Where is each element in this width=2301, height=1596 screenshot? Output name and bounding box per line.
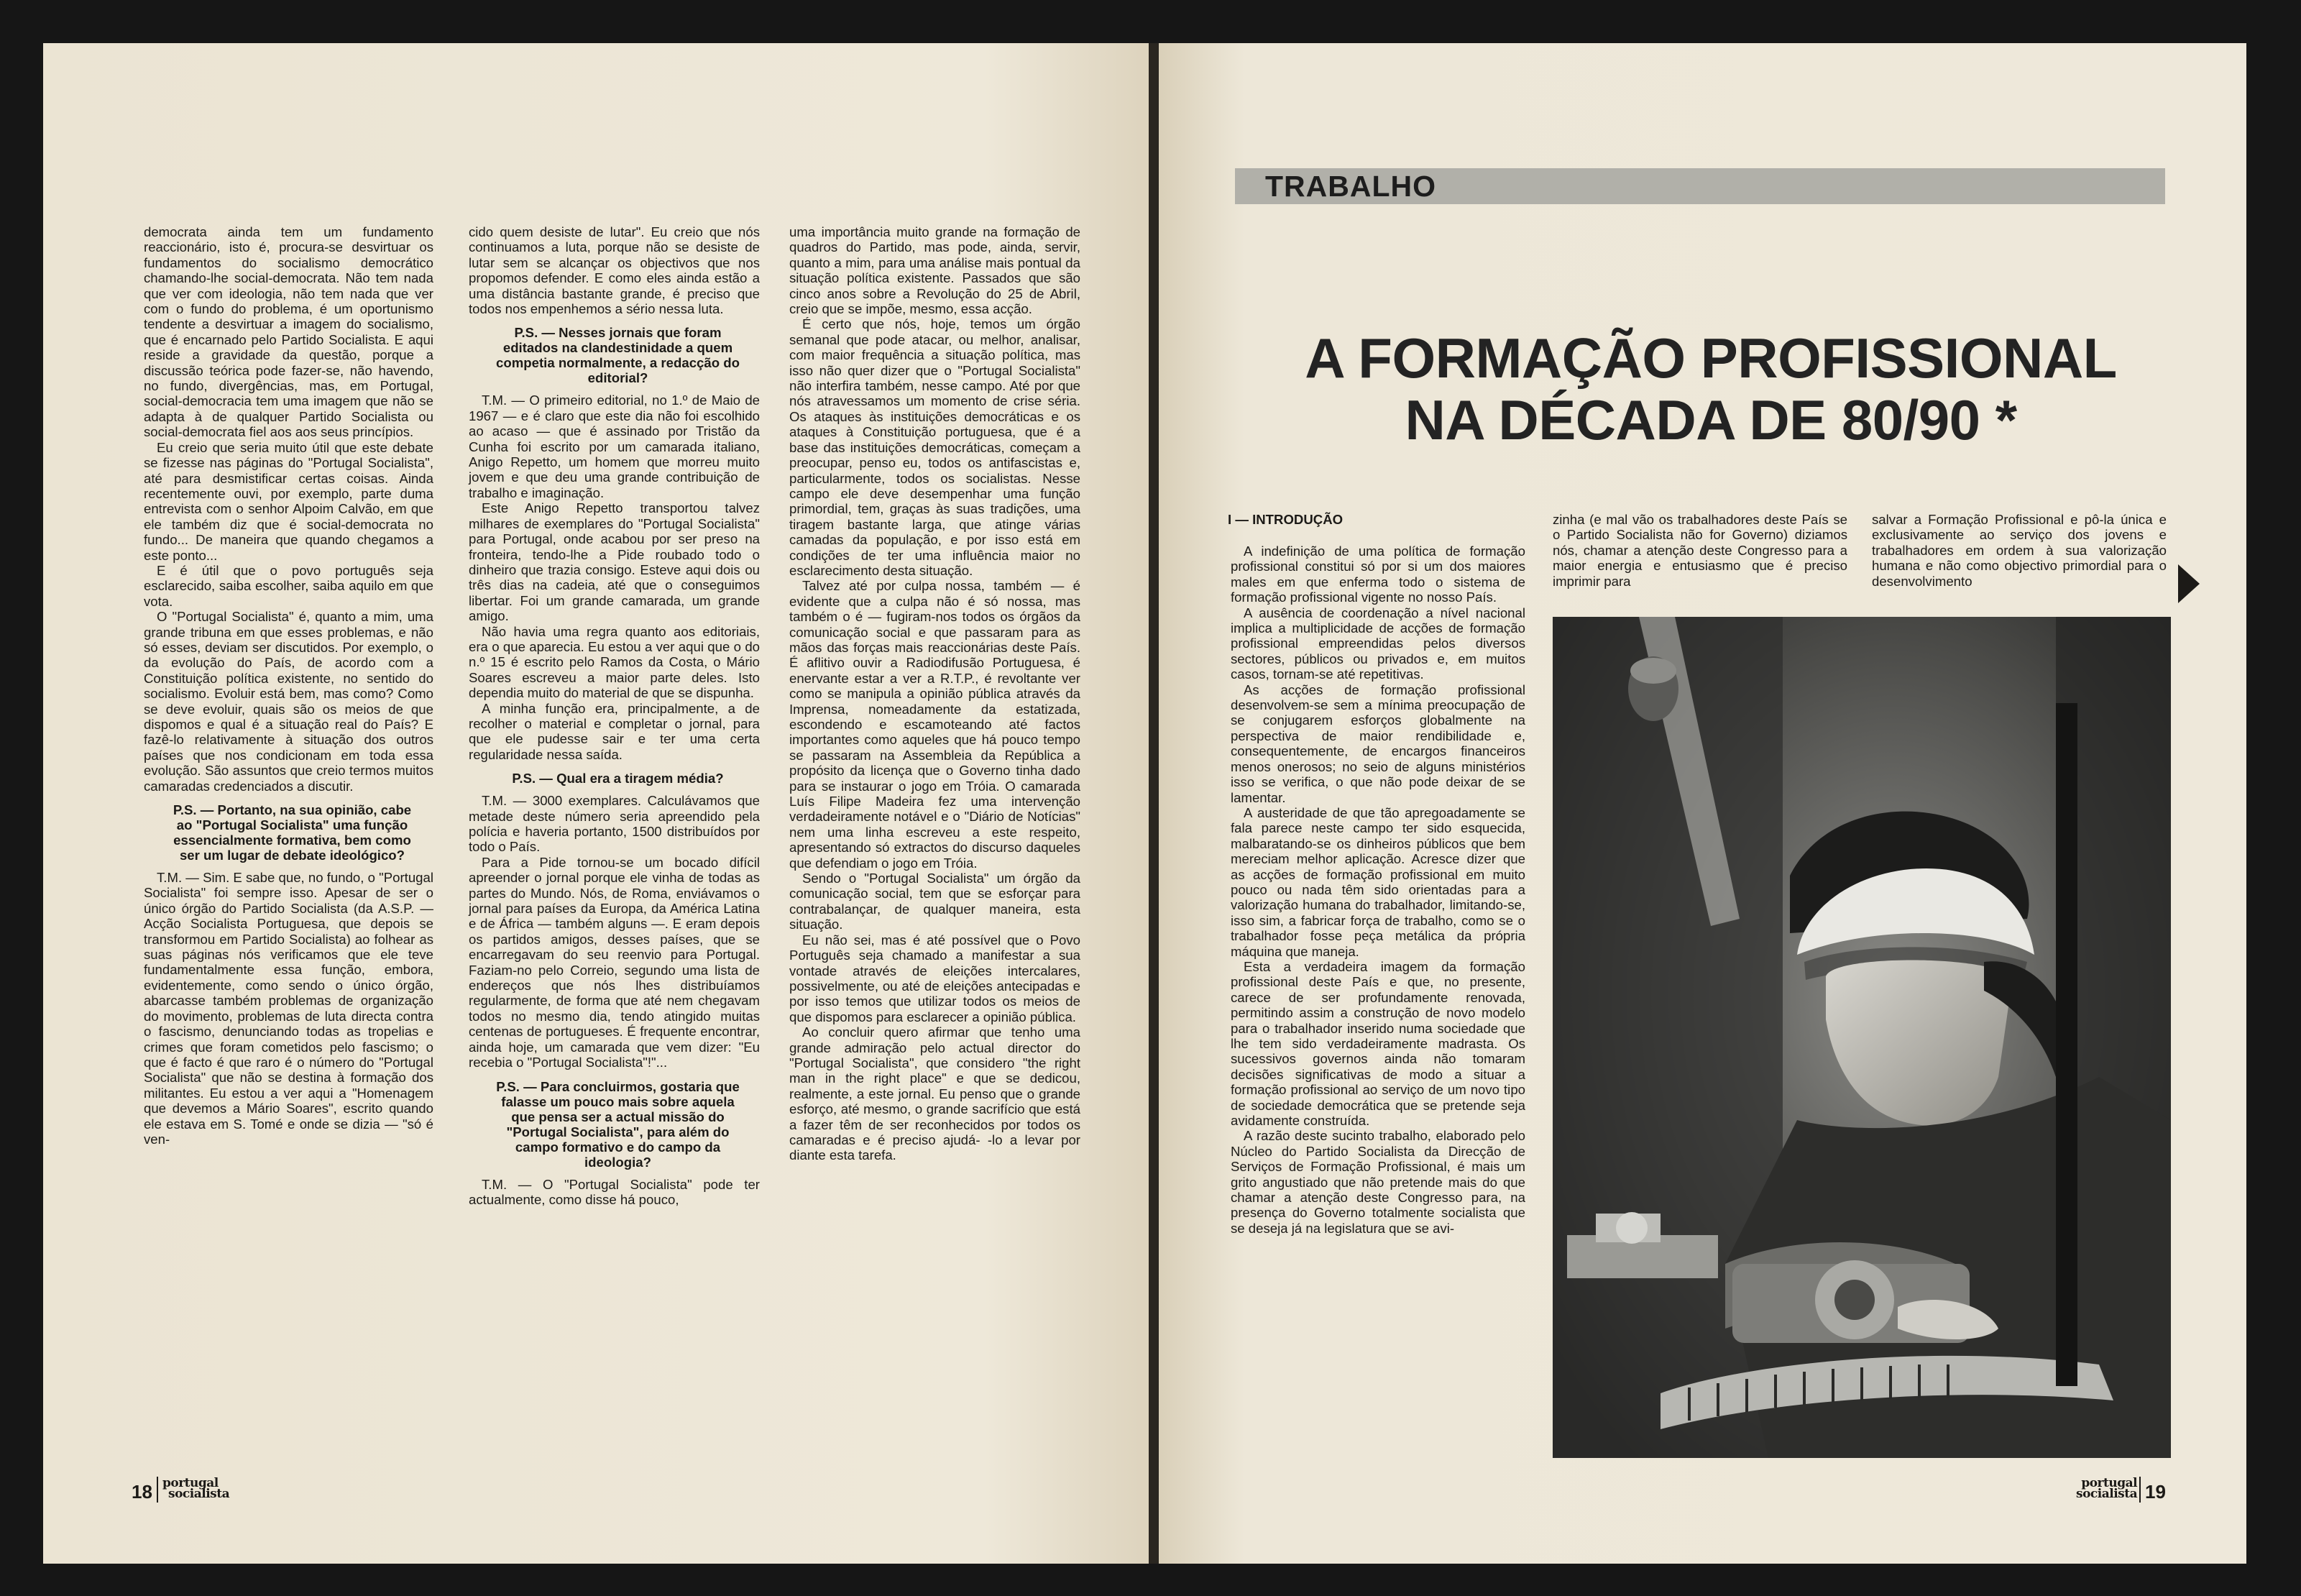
paragraph: T.M. — O "Portugal Socialista" pode ter actualmente, como disse há pouco, [469, 1176, 760, 1207]
paragraph: A razão deste sucinto trabalho, elaborado pelo Núcleo do Partido Socialista da Direcção de Serviços de Formação Profissional, é mais um grito angustiado que não pretende mais do que chamar a atenção deste Congresso para, na presença do Governo totalmente socialista que se deseja já na legislatura que se avi- [1231, 1128, 1525, 1236]
page-number: 19 [2145, 1481, 2166, 1503]
headline [1294, 327, 2128, 451]
paragraph: A austeridade de que tão apregoadamente se fala parece neste campo ter sido esquecida, malbaratando-se os dinheiros públicos que bem mereciam melhor aplicação. Acresce dizer que as acções de formação profissional em muito pouco ou nada têm sido orientadas para a valorização humana do trabalhador, limitando-se, isso sim, a fabricar força de trabalho, como se o trabalhador fosse peça metálica da própria máquina que maneja. [1231, 804, 1525, 959]
headline-line: A FORMAÇÃO PROFISSIONAL [1305, 326, 2117, 390]
spine [1149, 43, 1159, 1564]
section-title: TRABALHO [1265, 170, 1437, 203]
masthead-line: socialista [2076, 1487, 2138, 1501]
paragraph: A minha função era, principalmente, a de recolher o material e completar o jornal, para que ele pudesse sair e ter uma certa regularidade nessa saída. [469, 700, 760, 762]
folio-rule [2139, 1477, 2141, 1503]
paragraph: A indefinição de uma política de formação profissional constitui só por si um dos maiores males em que enferma todo o sistema de formação profissional vigente no nosso País. [1231, 544, 1525, 605]
paragraph: T.M. — Sim. E sabe que, no fundo, o "Portugal Socialista" foi sempre isso. Apesar de ser o único órgão do Partido Socialista (da A.S.P. — Acção Socialista Portuguesa, que depois se transformou em Partido Socialista) ao folhear as suas páginas nós verificamos que ele teve fundamentalmente essa função, embora, evidentemente, como sendo o único órgão, abarcasse também problemas de organização do movimento, problemas de luta directa contra o fascismo, denunciando todas as tropelias e crimes que foram cometidos pelo fascismo; o que é facto é que raro é o número do "Portugal Socialista" que não se destina à formação dos militantes. Eu estou a ver aqui a "Homenagem que devemos a Mário Soares", escrito quando ele estava em S. Tomé e onde se dizia — "só é ven- [144, 870, 433, 1147]
paragraph: E é útil que o povo português seja esclarecido, saiba escolher, saiba aquilo em que vota. [144, 562, 433, 609]
right-column-3 [1872, 512, 2167, 589]
paragraph: Eu creio que seria muito útil que este debate se fizesse nas páginas do "Portugal Socialista", até para desmistificar certas coisas. Ainda recentemente ouvi, por exemplo, parte duma entrevista com o senhor Alpoim Calvão, em que ele também diz que é social-democrata no fundo... De maneira que quando chegamos a este ponto... [144, 439, 433, 563]
paragraph: salvar a Formação Profissional e pô-la única e exclusivamente ao serviço dos jovens e trabalhadores em ordem à sua valorização humana e não como objectivo primordial para o desenvolvimento [1872, 512, 2167, 589]
folio-rule [157, 1477, 158, 1503]
paragraph: Para a Pide tornou-se um bocado difícil apreender o jornal porque ele vinha de todas as partes do Mundo. Nós, de Roma, enviávamos o jornal para países da Europa, da América Latina e de África — também alguns —. E eram depois os partidos amigos, desses países, que se encarregavam do seu reenvio para Portugal. Faziam-no pelo Correio, segundo uma lista de endereços que nós lhes distribuíamos regularmente, de forma que até nem chegavam todos no mesmo dia, tendo atingido muitas centenas de portugueses. É frequente encontrar, ainda hoje, um camarada que vem dizer: "Eu recebia o "Portugal Socialista"!"... [469, 854, 760, 1070]
paragraph: É certo que nós, hoje, temos um órgão semanal que pode atacar, ou melhor, analisar, com maior frequência a situação política, mas isso não quer dizer que o "Portugal Socialista" não interfira também, nesse campo. Até por que nós atravessamos um momento de crise séria. Os ataques às instituições democráticas e os ataques à Constituição portuguesa, que é a base das instituições democráticas, começam a preocupar, penso eu, todos os antifascistas e, particularmente, todos os socialistas. Nesse campo ele deve desempenhar uma função primordial, tem, graças às suas tradições, uma tiragem bastante larga, que atinge várias camadas da população, e por isso está em condições de ter uma influência maior no esclarecimento desta situação. [789, 316, 1080, 578]
masthead-line: portugal [2081, 1476, 2138, 1490]
photo-illustration [1553, 617, 2171, 1458]
interview-question: P.S. — Nesses jornais que foram editados na clandestinidade a quem competia normalmente, a redacção do editorial? [496, 325, 740, 386]
continue-arrow-icon [2178, 564, 2200, 603]
paragraph: Este Anigo Repetto transportou talvez milhares de exemplares do "Portugal Socialista" para Portugal, onde acabou por ser preso na fronteira, tendo-lhe a Pide roubado todo o dinheiro que trazia consigo. Esteve aqui dois ou três dias na cadeia, até que o conseguimos libertar. Foi um grande camarada, um grande amigo. [469, 500, 760, 624]
headline-line: NA DÉCADA DE 80/90 * [1405, 388, 2017, 451]
paragraph: cido quem desiste de lutar". Eu creio que nós continuamos a luta, porque não se desiste de lutar sem se alcançar os objectivos que nos propomos defender. E como eles ainda estão a uma distância bastante grande, é preciso que todos nos empenhemos a sério nessa luta. [469, 224, 760, 317]
left-column-3 [789, 224, 1080, 1163]
paragraph: As acções de formação profissional desenvolvem-se sem a mínima preocupação de se conjugarem esforços globalmente na perspectiva de maior rendibilidade e, consequentemente, de encargos financeiros menos onerosos; no seio de alguns ministérios isso se verifica, o que não pode deixar de se lamentar. [1231, 682, 1525, 805]
paragraph: Ao concluir quero afirmar que tenho uma grande admiração pelo actual director do "Portugal Socialista", que considero "the right man in the right place" e que se dedicou, realmente, a este jornal. Eu penso que o grande esforço, até mesmo, o grande sacrifício que está a fazer têm de ser reconhecidos por todos os camaradas e é preciso ajudá- -lo a levar por diante esta tarefa. [789, 1024, 1080, 1163]
paragraph: Sendo o "Portugal Socialista" um órgão da comunicação social, tem que se esforçar para contrabalançar, de qualquer maneira, esta situação. [789, 871, 1080, 932]
left-column-1 [144, 224, 433, 1147]
paragraph: Eu não sei, mas é até possível que o Povo Português seja chamado a manifestar a sua vontade através de eleições intercalares, possivelmente, ou até de eleições antecipadas e por isso temos que utilizar todos os meios de que dispomos para esclarecer a opinião pública. [789, 932, 1080, 1024]
subhead: I — INTRODUÇÃO [1228, 512, 1344, 527]
paragraph: T.M. — 3000 exemplares. Calculávamos que metade deste número seria apreendido pela polícia e haveria portanto, 1500 distribuídos por todo o País. [469, 793, 760, 855]
paragraph: democrata ainda tem um fundamento reaccionário, isto é, procura-se desvirtuar os fundamentos do socialismo democrático chamando-lhe social-democrata. Não tem nada que ver com ideologia, não tem nada que ver com o fundo do problema, é um oportunismo tendente a desvirtuar a imagem do socialismo, que é encarnado pelo Partido Socialista. E aqui reside a gravidade da questão, porque a discussão teórica pode fazer-se, não havendo, no fundo, divergências, mas, em Portugal, social-democracia tem uma imagem que não se adapta à de qualquer Partido Socialista ou social-democrata fiel aos aos seus princípios. [144, 224, 433, 440]
photo-worker-at-lathe [1553, 617, 2171, 1458]
paragraph: Não havia uma regra quanto aos editoriais, era o que aparecia. Eu estou a ver aqui que o do n.º 15 é escrito pelo Ramos da Costa, o Mário Soares escreveu a maior parte deles. Isto dependia muito do material de que se dispunha. [469, 623, 760, 701]
paragraph: Esta a verdadeira imagem da formação profissional deste País e que, no presente, carece de ser profundamente renovada, permitindo assim a construção de novo modelo para o trabalhador inserido numa sociedade que lhe tem sido verdadeiramente madrasta. Os sucessivos governos ainda não tomaram decisões significativas de modo a situar a formação profissional ao serviço de um novo tipo de sociedade democrática que se pretende seja avidamente construída. [1231, 958, 1525, 1129]
masthead-line: portugal [162, 1476, 219, 1490]
interview-question: P.S. — Qual era a tiragem média? [512, 771, 724, 786]
left-column-2 [469, 224, 760, 1207]
right-column-2 [1553, 512, 1847, 589]
masthead-logo [2076, 1478, 2137, 1500]
paragraph: uma importância muito grande na formação de quadros do Partido, mas pode, ainda, servir, quanto a mim, para uma análise mais pontual da situação política existente. Passados que são cinco anos sobre a Revolução do 25 de Abril, creio que se impõe, mesmo, essa acção. [789, 224, 1080, 317]
paragraph: O "Portugal Socialista" é, quanto a mim, uma grande tribuna em que esses problemas, e não só esses, deviam ser discutidos. Por exemplo, o da evolução do País, de acordo com a Constituição política existente, no sentido do socialismo. Evoluir está bem, mas como? Como se deve evoluir, quais são os meios de que dispomos e qual é a situação real do País? E fazê-lo relativamente à situação dos outros países que nos condicionam em toda essa evolução. São assuntos que creio termos muitos camaradas credenciados a discutir. [144, 609, 433, 794]
masthead-logo [162, 1478, 229, 1500]
paragraph: Talvez até por culpa nossa, também — é evidente que a culpa não é só nossa, mas também o é — fugiram-nos todos os órgãos da comunicação social e que passaram para as mãos das forças mais reaccionárias deste País. É aflitivo ouvir a Radiodifusão Portuguesa, é enervante estar a ver a R.T.P., é revoltante ver como se manipula a opinião pública através da Imprensa, nomeadamente da estatizada, escondendo e escamoteando até factos importantes como aqueles que há pouco tempo se passaram na Assembleia da República a propósito da licença que o Governo tinha dado para se instaurar o jogo em Tróia. O camarada Luís Filipe Madeira fez uma intervenção verdadeiramente notável e o "Diário de Notícias" nem uma linha escreveu a este respeito, apresentando só extractos do discurso daqueles que defendiam o jogo em Tróia. [789, 578, 1080, 871]
paragraph: T.M. — O primeiro editorial, no 1.º de Maio de 1967 — e é claro que este dia não foi escolhido ao acaso — que é assinado por Tristão da Cunha foi escrito por um camarada italiano, Anigo Repetto, um homem que morreu muito jovem e que deu uma grande contribuição de trabalho e imaginação. [469, 393, 760, 500]
paragraph: A ausência de coordenação a nível nacional implica a multiplicidade de acções de formação profissional empreendidas pelos diversos sectores, públicos ou privados e, em muitos casos, tornam-se até repetitivas. [1231, 605, 1525, 682]
right-column-1 [1231, 544, 1525, 1236]
masthead-line: socialista [168, 1487, 230, 1501]
page-number: 18 [132, 1481, 152, 1503]
interview-question: P.S. — Portanto, na sua opinião, cabe ao "Portugal Socialista" uma função essencialmente formativa, bem como ser um lugar de debate ideológico? [173, 802, 412, 863]
paragraph: zinha (e mal vão os trabalhadores deste País se o Partido Socialista não for Governo) diziamos nós, chamar a atenção deste Congresso para a maior energia e entusiasmo que é preciso imprimir para [1553, 512, 1847, 589]
interview-question: P.S. — Para concluirmos, gostaria que falasse um pouco mais sobre aquela que pensa ser a actual missão do "Portugal Socialista", para além do campo formativo e do campo da ideologia? [496, 1078, 740, 1170]
